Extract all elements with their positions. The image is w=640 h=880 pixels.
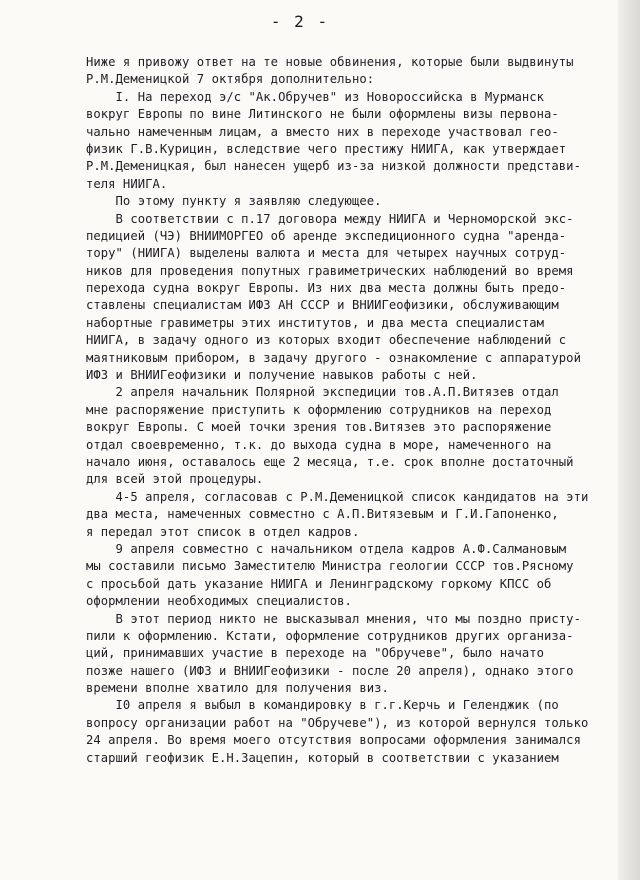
paragraph (86, 611, 586, 698)
text-line: мы составили письмо Заместителю Министра геологии СССР тов.Рясному (86, 559, 574, 574)
text-line: Ниже я привожу ответ на те новые обвинения, которые были выдвинуты (86, 55, 574, 69)
paragraph (86, 54, 586, 89)
paragraph (86, 489, 589, 541)
paragraph (86, 697, 589, 767)
text-line: 9 апреля совместно с начальником отдела кадров А.Ф.Салмановым (86, 541, 567, 556)
text-line: вокруг Европы. С моей точки зрения тов.Витязев это распоряжение (86, 420, 552, 435)
text-line: Р.М.Деменицкой 7 октября дополнительно: (86, 72, 375, 87)
text-line: По этому пункту я заявляю следующее. (86, 194, 382, 209)
text-line: В этот период никто не высказывал мнения, что мы поздно присту- (86, 611, 581, 626)
text-line: позже нашего (ИФЗ и ВНИИГеофизики - после 20 апреля), однако этого (86, 663, 574, 678)
page-edge-shadow (618, 0, 640, 880)
text-line: теля НИИГА. (86, 176, 168, 191)
text-line: тору" (НИИГА) выделены валюта и места для четырех научных сотруд- (86, 246, 567, 261)
text-line: физик Г.В.Курицин, вследствие чего престижу НИИГА, как утверждает (86, 141, 567, 156)
text-line: педицией (ЧЭ) ВНИИМОРГЕО об аренде экспедиционного судна "аренда- (86, 228, 567, 243)
text-line: ставлены специалистам ИФЗ АН СССР и ВНИИГеофизики, обслуживающим (86, 298, 559, 313)
page-number: - 2 - (270, 12, 330, 31)
text-line: перехода судна вокруг Европы. Из них два места должны быть предо- (86, 281, 567, 296)
text-line: ИФЗ и ВНИИГеофизики и получение навыков работы с ней. (86, 368, 478, 383)
paragraph (86, 541, 586, 611)
text-line: I0 апреля я выбыл в командировку в г.г.Керчь и Геленджик (по (86, 698, 559, 713)
text-line: времени вполне хватило для получения виз. (86, 681, 389, 696)
paragraph (86, 89, 586, 193)
text-line: 4-5 апреля, согласовав с Р.М.Деменицкой список кандидатов на эти (86, 489, 589, 504)
text-line: маятниковым прибором, в задачу другого - ознакомление с аппаратурой (86, 350, 581, 365)
text-line: пили к оформлению. Кстати, оформление сотрудников других организа- (86, 628, 574, 643)
text-line: чально намеченным лицам, а вместо них в переходе участвовал гео- (86, 124, 559, 139)
paragraph (86, 211, 586, 385)
text-line: с просьбой дать указание НИИГА и Ленинградскому горкому КПСС об (86, 576, 552, 591)
text-line: вокруг Европы по вине Литинского не были оформлены визы первона- (86, 107, 559, 122)
text-line: 2 апреля начальник Полярной экспедиции тов.А.П.Витязев отдал (86, 385, 559, 400)
text-line: я передал этот список в отдел кадров. (86, 524, 360, 539)
text-line: ций, принимавших участие в переходе на "Обручеве", было начато (86, 646, 545, 661)
text-line: для всей этой процедуры. (86, 472, 264, 487)
text-line: набортные гравиметры этих институтов, и два места специалистам (86, 315, 545, 330)
text-line: ников для проведения попутных гравиметрических наблюдений во время (86, 263, 574, 278)
text-line: старший геофизик Е.Н.Зацепин, который в соответствии с указанием (86, 750, 559, 765)
text-line: два места, намеченных совместно с А.П.Витязевым и Г.И.Гапоненко, (86, 507, 559, 522)
text-line: НИИГА, в задачу одного из которых входит обеспечение наблюдений с (86, 333, 567, 348)
document-body (86, 54, 589, 767)
text-line: I. На переход э/с "Ак.Обручев" из Новороссийска в Мурманск (86, 89, 545, 104)
text-line: оформлении необходимых специалистов. (86, 594, 352, 609)
text-line: вопросу организации работ на "Обручеве"), из которой вернулся только (86, 715, 589, 730)
text-line: Р.М.Деменицкая, был нанесен ущерб из-за низкой должности представи- (86, 159, 581, 174)
paragraph (86, 193, 586, 210)
text-line: мне распоряжение приступить к оформлению сотрудников на переход (86, 402, 552, 417)
text-line: начало июня, оставалось еще 2 месяца, т.е. срок вполне достаточный (86, 454, 574, 469)
paragraph (86, 384, 586, 488)
text-line: отдал своевременно, т.к. до выхода судна в море, намеченного на (86, 437, 552, 452)
text-line: В соответствии с п.17 договора между НИИГА и Черноморской экс- (86, 211, 574, 226)
text-line: 24 апреля. Во время моего отсутствия вопросами оформления занимался (86, 733, 581, 748)
